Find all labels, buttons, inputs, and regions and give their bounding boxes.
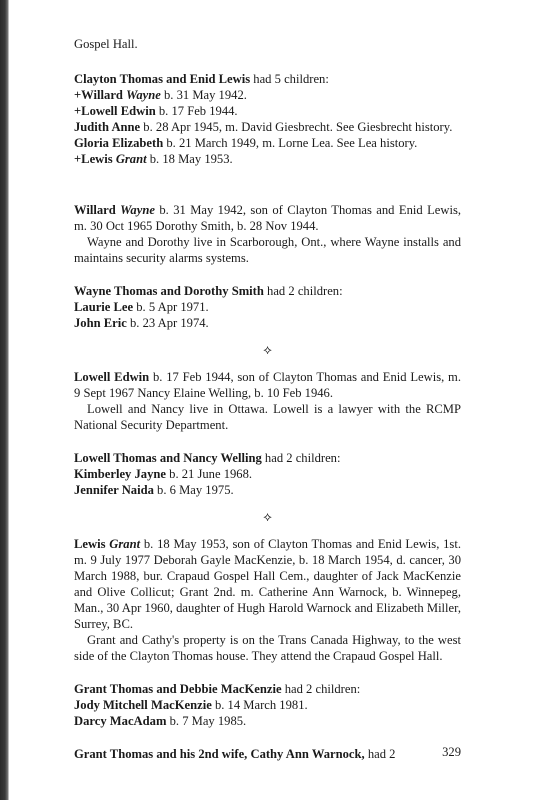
section-separator-ornament: ⟡: [263, 509, 272, 524]
bio-lowell: Lowell Edwin b. 17 Feb 1944, son of Clayton Thomas and Enid Lewis, m. 9 Sept 1967 Nancy Elaine Welling, b. 10 Feb 1946.: [74, 370, 461, 400]
bio-grant-property: Grant and Cathy's property is on the Trans Canada Highway, to the west side of the Clayton Thomas house. They attend the Crapaud Gospel Hall.: [74, 633, 461, 663]
bio-willard-residence: Wayne and Dorothy live in Scarborough, Ont., where Wayne installs and maintains security alarms systems.: [74, 235, 461, 265]
child-entry-lowell: +Lowell Edwin b. 17 Feb 1944.: [74, 104, 238, 118]
page-number: 329: [442, 745, 461, 759]
child-entry-john: John Eric b. 23 Apr 1974.: [74, 316, 209, 330]
family-heading-grant-cathy: Grant Thomas and his 2nd wife, Cathy Ann Warnock, had 2: [74, 747, 396, 761]
family-heading-wayne-dorothy: Wayne Thomas and Dorothy Smith had 2 children:: [74, 284, 343, 298]
paragraph-continuation: Gospel Hall.: [74, 37, 138, 51]
child-entry-jody: Jody Mitchell MacKenzie b. 14 March 1981.: [74, 698, 308, 712]
family-heading-clayton-enid: Clayton Thomas and Enid Lewis had 5 children:: [74, 72, 329, 86]
child-entry-darcy: Darcy MacAdam b. 7 May 1985.: [74, 714, 247, 728]
family-heading-grant-debbie: Grant Thomas and Debbie MacKenzie had 2 children:: [74, 682, 361, 696]
child-entry-jennifer: Jennifer Naida b. 6 May 1975.: [74, 483, 234, 497]
child-entry-laurie: Laurie Lee b. 5 Apr 1971.: [74, 300, 209, 314]
child-entry-lewis: +Lewis Grant b. 18 May 1953.: [74, 152, 233, 166]
bio-lewis-grant: Lewis Grant b. 18 May 1953, son of Clayton Thomas and Enid Lewis, 1st. m. 9 July 1977 Deborah Gayle MacKenzie, b. 18 March 1954, d. cancer, 30 March 1988, bur. Crapaud Gospel Hall Cem., daughter of Jack MacKenzie and Olive Collicut; Grant 2nd. m. Catherine Ann Warnock, b. Winnepeg, Man., 30 Apr 1960, daughter of Hugh Harold Warnock and Elizabeth Miller, Surrey, BC.: [74, 537, 461, 631]
family-heading-lowell-nancy: Lowell Thomas and Nancy Welling had 2 children:: [74, 451, 341, 465]
page-binding-edge: [0, 0, 9, 800]
bio-willard: Willard Wayne b. 31 May 1942, son of Clayton Thomas and Enid Lewis, m. 30 Oct 1965 Dorothy Smith, b. 28 Nov 1944.: [74, 203, 461, 233]
child-entry-willard: +Willard Wayne b. 31 May 1942.: [74, 88, 247, 102]
child-entry-kimberley: Kimberley Jayne b. 21 June 1968.: [74, 467, 253, 481]
child-entry-judith: Judith Anne b. 28 Apr 1945, m. David Giesbrecht. See Giesbrecht history.: [74, 120, 453, 134]
section-separator-ornament: ⟡: [263, 342, 272, 357]
child-entry-gloria: Gloria Elizabeth b. 21 March 1949, m. Lorne Lea. See Lea history.: [74, 136, 418, 150]
genealogy-page-text: [74, 36, 461, 762]
bio-lowell-residence: Lowell and Nancy live in Ottawa. Lowell is a lawyer with the RCMP National Security Department.: [74, 402, 461, 432]
